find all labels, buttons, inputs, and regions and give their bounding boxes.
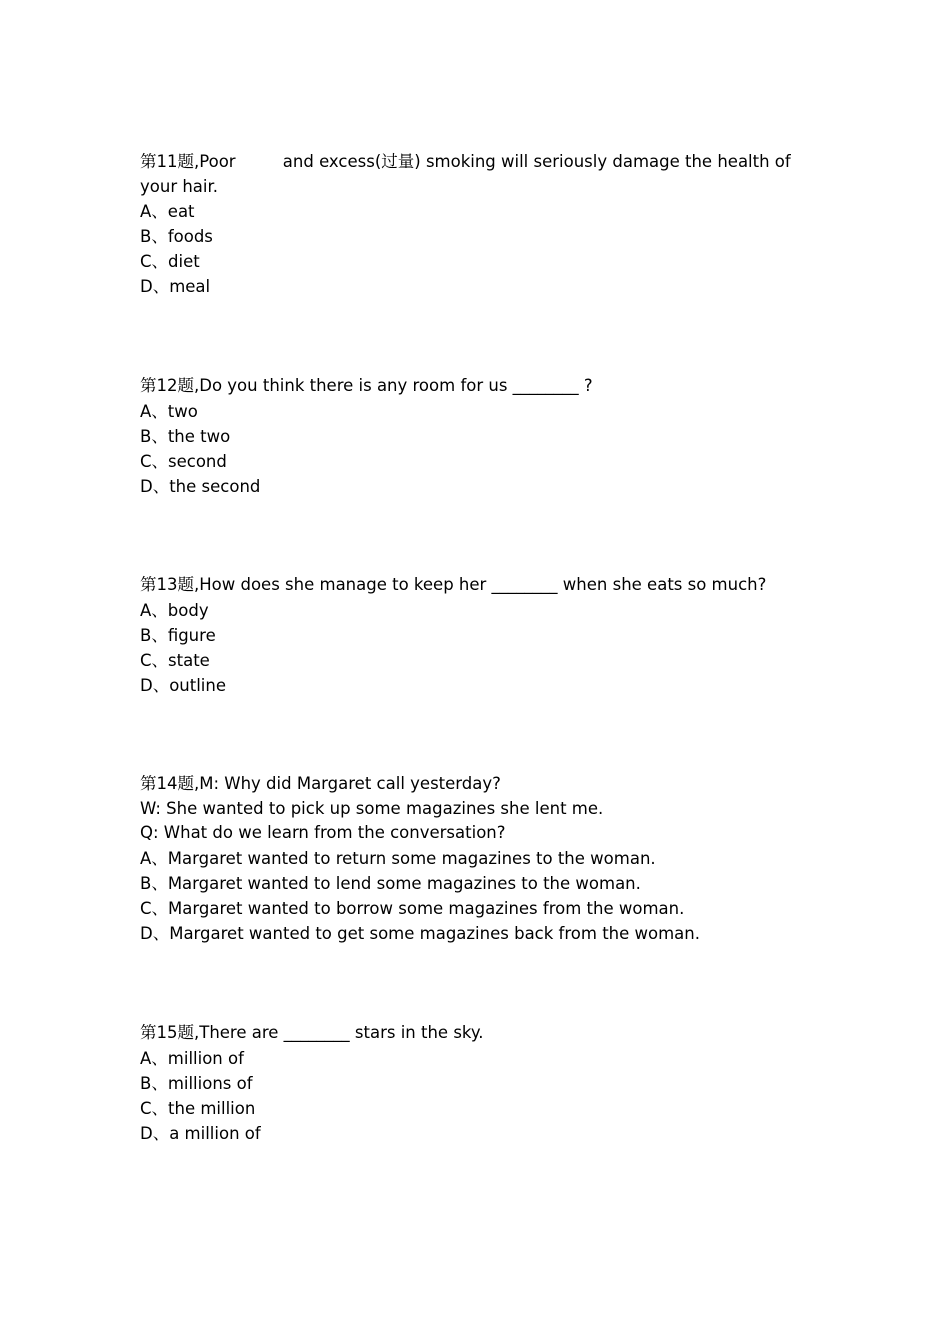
option-c: C、Margaret wanted to borrow some magazines from the woman. [140, 898, 685, 918]
question-11 [140, 150, 820, 299]
option-d: D、outline [140, 675, 227, 695]
option-b: B、millions of [140, 1073, 253, 1093]
question-12 [140, 374, 820, 499]
option-b: B、the two [140, 426, 231, 446]
option-c: C、the million [140, 1098, 256, 1118]
question-stem-line-1: 第14题,M: Why did Margaret call yesterday? [140, 774, 501, 793]
question-stem-line-3: Q: What do we learn from the conversation? [140, 823, 506, 842]
option-d: D、the second [140, 476, 261, 496]
option-d: D、meal [140, 277, 211, 296]
option-c: C、second [140, 451, 227, 471]
option-a: A、million of [140, 1048, 244, 1068]
question-stem: 第13题,How does she manage to keep her ________ when she eats so much? [140, 575, 767, 594]
option-c: C、state [140, 650, 210, 670]
option-d: D、a million of [140, 1123, 261, 1143]
option-d: D、Margaret wanted to get some magazines back from the woman. [140, 923, 700, 943]
option-b: B、Margaret wanted to lend some magazines to the woman. [140, 873, 641, 893]
question-stem: 第11题,Poor and excess(过量) smoking will seriously damage the health of your hair. [140, 152, 796, 196]
question-15 [140, 1021, 820, 1146]
question-stem-line-2: W: She wanted to pick up some magazines she lent me. [140, 798, 604, 818]
option-a: A、two [140, 401, 198, 421]
option-a: A、eat [140, 202, 195, 221]
question-stem: 第12题,Do you think there is any room for us ________ ? [140, 376, 593, 395]
option-a: A、body [140, 600, 209, 620]
option-b: B、foods [140, 227, 213, 246]
option-b: B、figure [140, 625, 216, 645]
question-14 [140, 772, 820, 946]
question-stem: 第15题,There are ________ stars in the sky. [140, 1023, 484, 1042]
question-13 [140, 573, 820, 698]
option-a: A、Margaret wanted to return some magazines to the woman. [140, 848, 656, 868]
option-c: C、diet [140, 252, 200, 271]
